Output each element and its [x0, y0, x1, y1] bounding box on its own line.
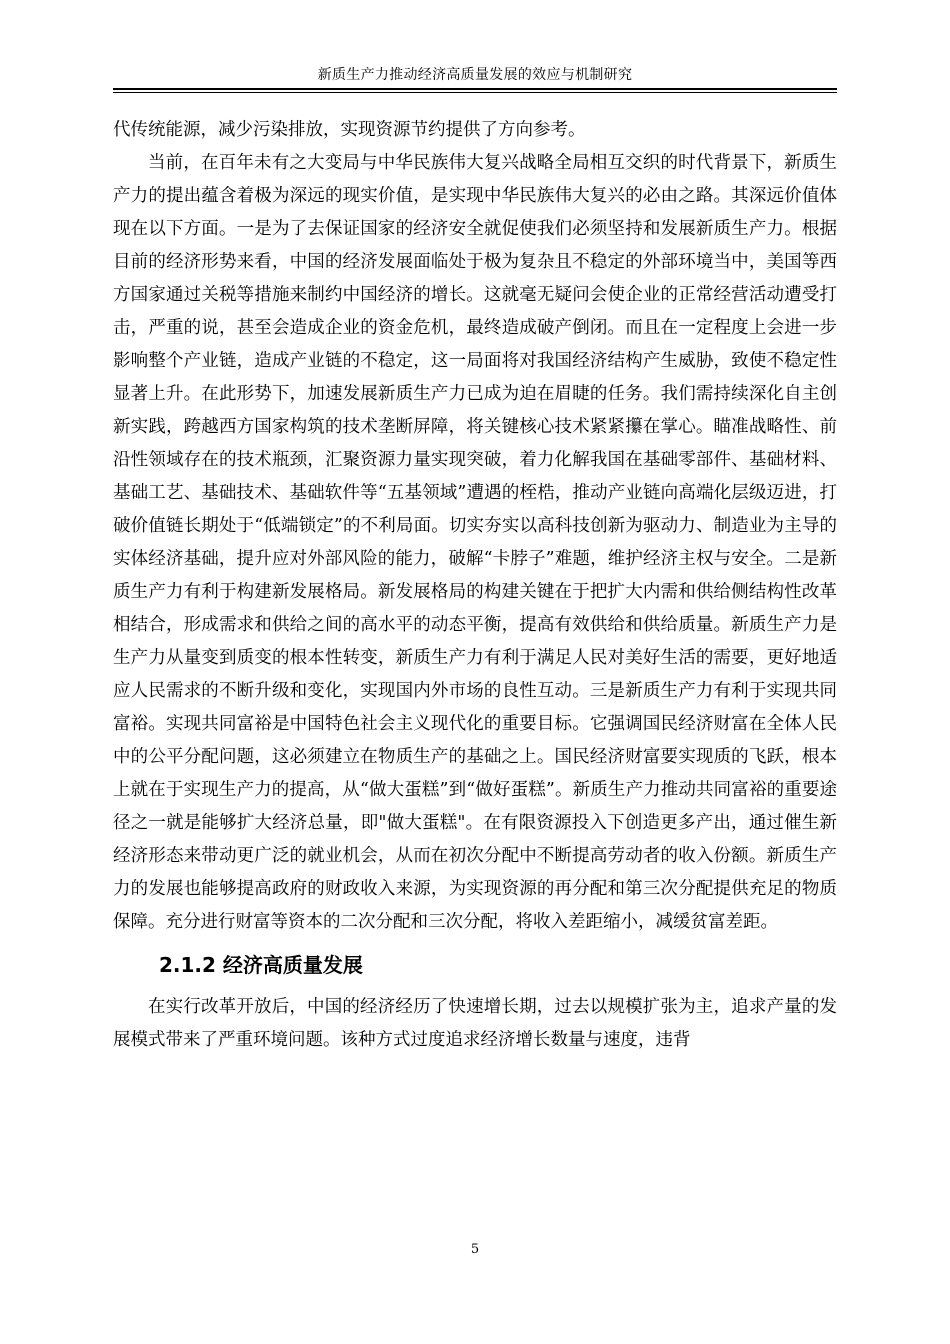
header-rule-thin: [113, 92, 837, 93]
section-heading: 2.1.2 经济高质量发展: [159, 953, 363, 977]
page-number: 5: [470, 1242, 480, 1257]
running-header: 新质生产力推动经济高质量发展的效应与机制研究: [317, 67, 633, 83]
paragraph-continued: 代传统能源，减少污染排放，实现资源节约提供了方向参考。: [113, 120, 586, 140]
paragraph: 在实行改革开放后，中国的经济经历了快速增长期，过去以规模扩张为主，追求产量的发展模式带来了严重环境问题。该种方式过度追求经济增长数量与速度，违背: [113, 997, 837, 1050]
paragraph: 当前，在百年未有之大变局与中华民族伟大复兴战略全局相互交织的时代背景下，新质生产力的提出蕴含着极为深远的现实价值，是实现中华民族伟大复兴的必由之路。其深远价值体现在以下方面。一是为了去保证国家的经济安全就促使我们必须坚持和发展新质生产力。根据目前的经济形势来看，中国的经济发展面临处于极为复杂且不稳定的外部环境当中，美国等西方国家通过关税等措施来制约中国经济的增长。这就毫无疑问会使企业的正常经营活动遭受打击，严重的说，甚至会造成企业的资金危机，最终造成破产倒闭。而且在一定程度上会进一步影响整个产业链，造成产业链的不稳定，这一局面将对我国经济结构产生威胁，致使不稳定性显著上升。在此形势下，加速发展新质生产力已成为迫在眉睫的任务。我们需持续深化自主创新实践，跨越西方国家构筑的技术垄断屏障，将关键核心技术紧紧攥在掌心。瞄准战略性、前沿性领域存在的技术瓶颈，汇聚资源力量实现突破，着力化解我国在基础零部件、基础材料、基础工艺、基础技术、基础软件等“五基领域”遭遇的桎梏，推动产业链向高端化层级迈进，打破价值链长期处于“低端锁定”的不利局面。切实夯实以高科技创新为驱动力、制造业为主导的实体经济基础，提升应对外部风险的能力，破解“卡脖子”难题，维护经济主权与安全。二是新质生产力有利于构建新发展格局。新发展格局的构建关键在于把扩大内需和供给侧结构性改革相结合，形成需求和供给之间的高水平的动态平衡，提高有效供给和供给质量。新质生产力是生产力从量变到质变的根本性转变，新质生产力有利于满足人民对美好生活的需要，更好地适应人民需求的不断升级和变化，实现国内外市场的良性互动。三是新质生产力有利于实现共同富裕。实现共同富裕是中国特色社会主义现代化的重要目标。它强调国民经济财富在全体人民中的公平分配问题，这必须建立在物质生产的基础之上。国民经济财富要实现质的飞跃，根本上就在于实现生产力的提高，从“做大蛋糕”到“做好蛋糕”。新质生产力推动共同富裕的重要途径之一就是能够扩大经济总量，即"做大蛋糕"。在有限资源投入下创造更多产出，通过催生新经济形态来带动更广泛的就业机会，从而在初次分配中不断提高劳动者的收入份额。新质生产力的发展也能够提高政府的财政收入来源，为实现资源的再分配和第三次分配提供充足的物质保障。充分进行财富等资本的二次分配和三次分配，将收入差距缩小，减缓贫富差距。: [113, 153, 837, 932]
body-text: [113, 114, 837, 1057]
header-rule-thick: [113, 88, 837, 90]
